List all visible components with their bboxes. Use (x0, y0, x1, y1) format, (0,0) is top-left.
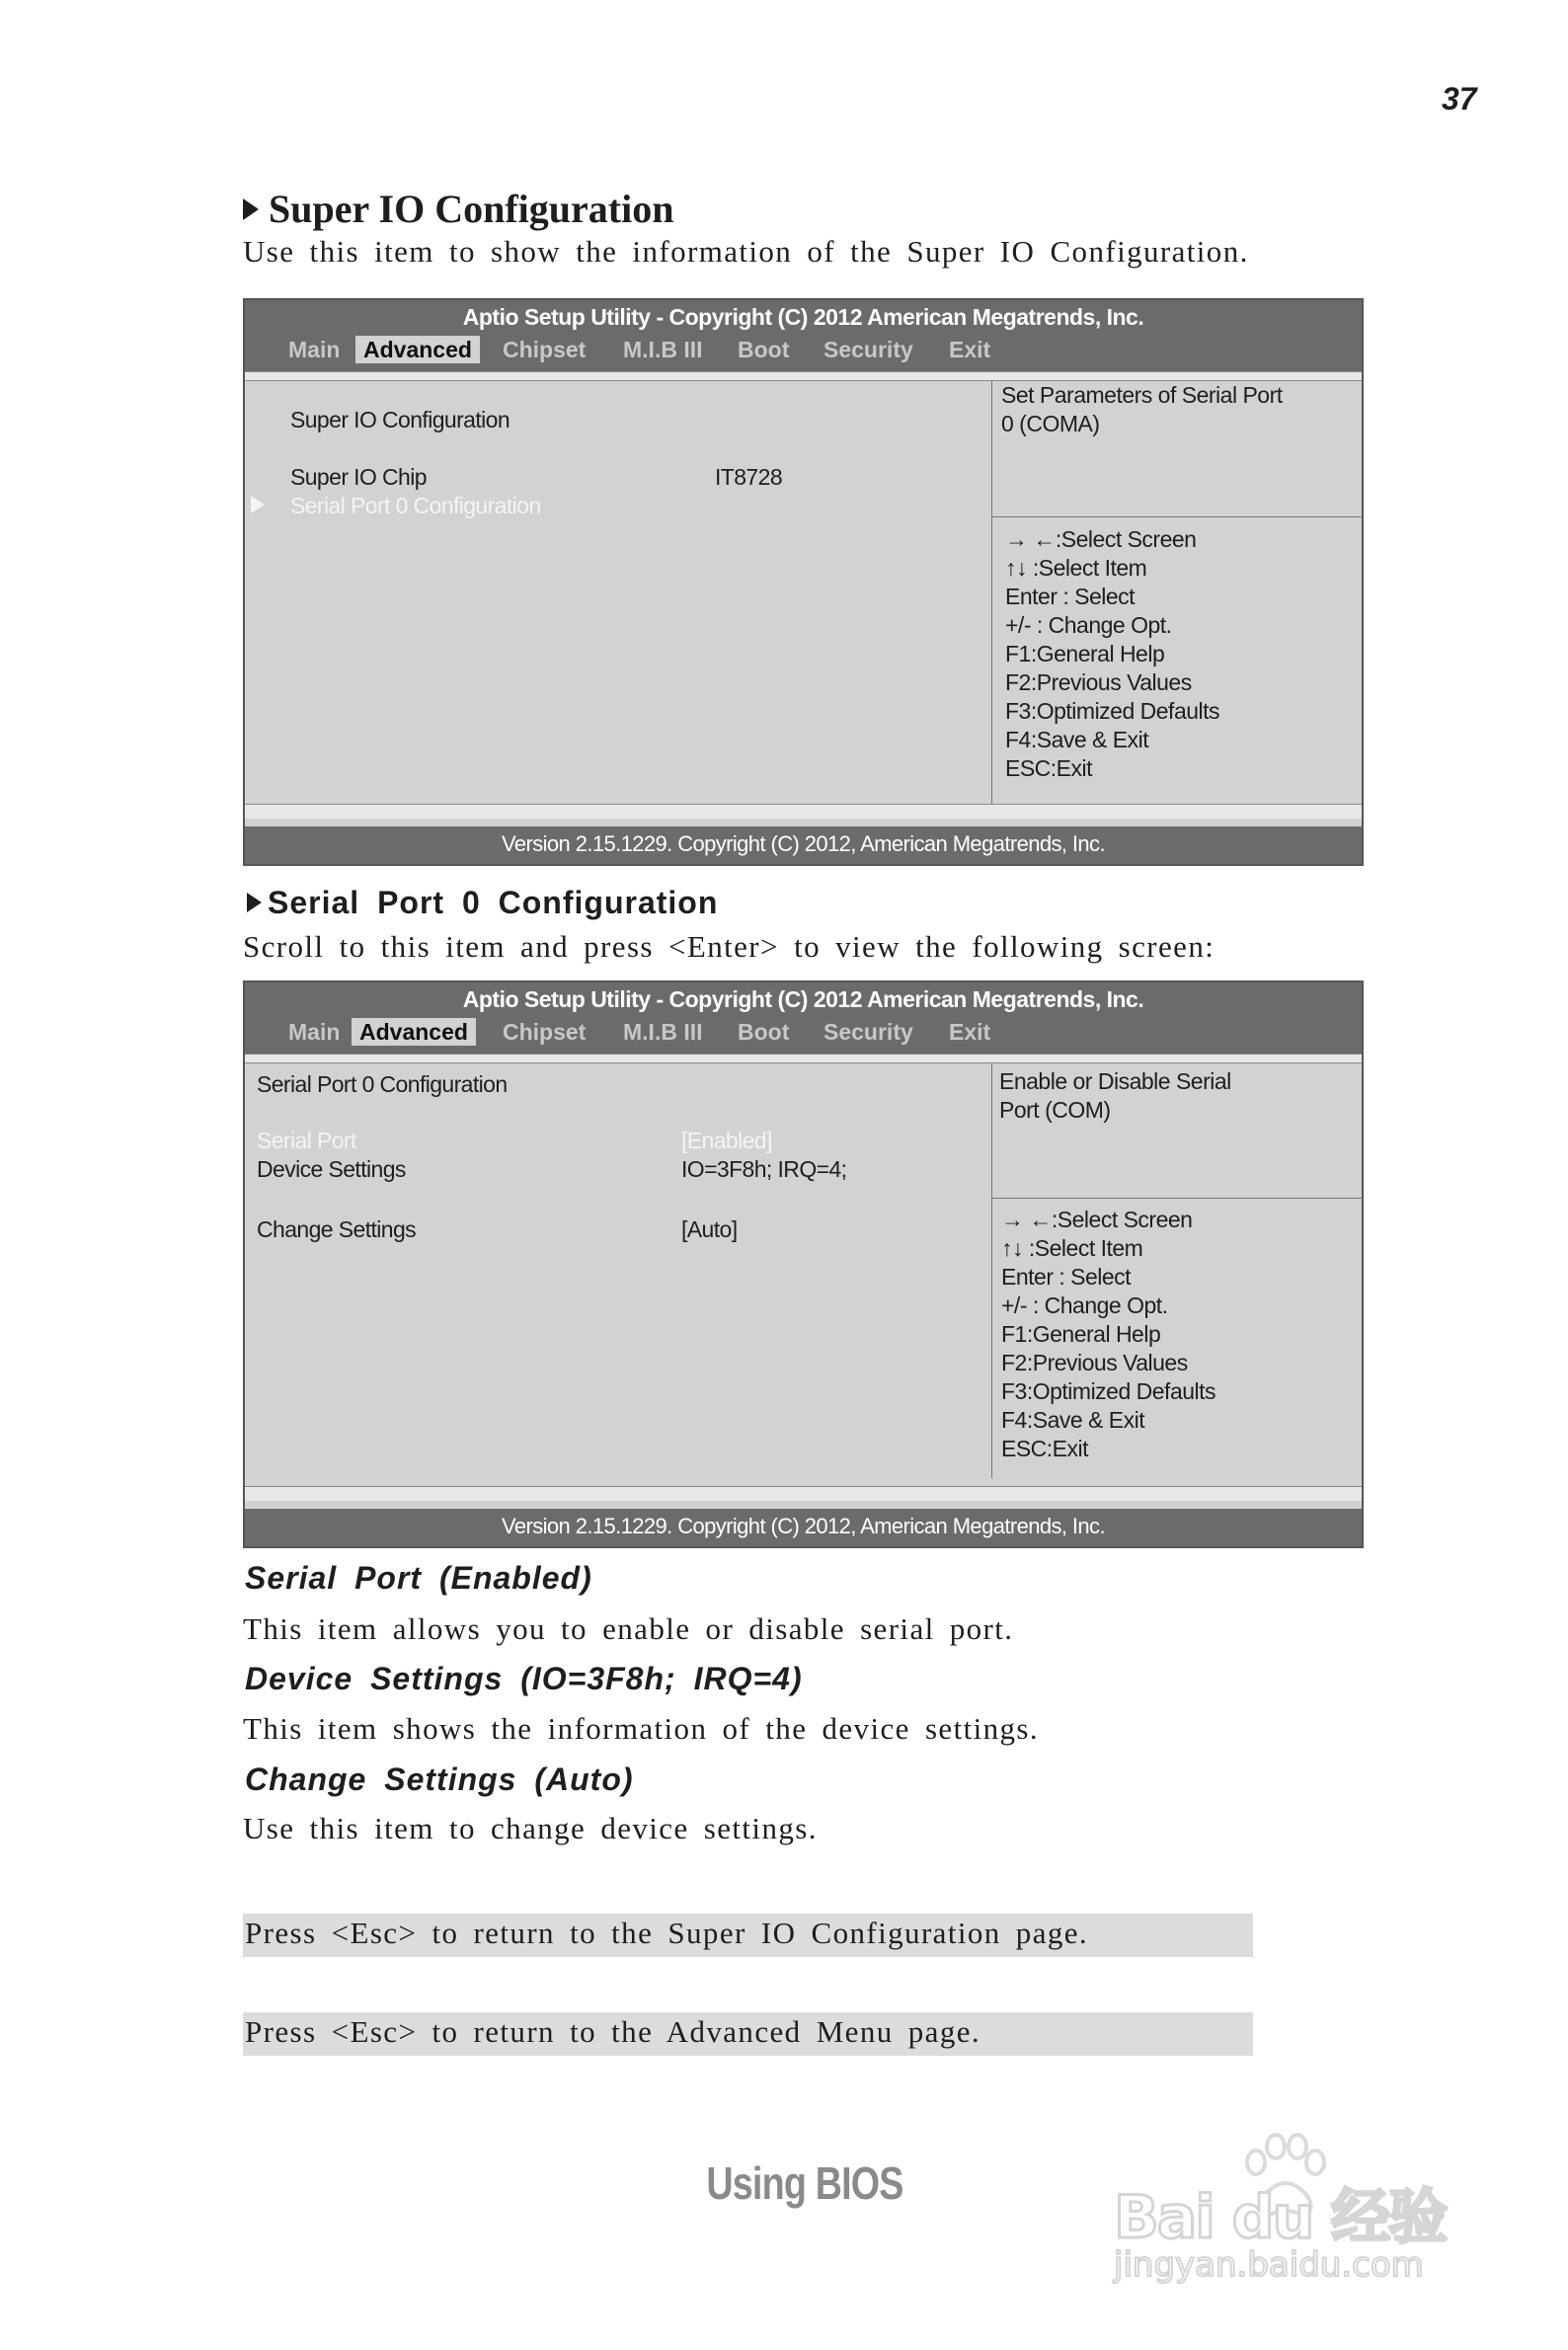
key-enter: Enter : Select (1001, 1264, 1132, 1290)
key-select-screen: → ←:Select Screen (1005, 526, 1197, 552)
item-text-change-settings: Use this item to change device settings. (243, 1811, 818, 1845)
key-change-opt: +/- : Change Opt. (1001, 1292, 1168, 1318)
tab-mib[interactable]: M.I.B III (623, 337, 703, 362)
bios-help-text: Enable or Disable Serial Port (COM) (999, 1068, 1231, 1123)
submenu-arrow-icon (251, 496, 265, 513)
note-return-advanced: Press <Esc> to return to the Advanced Menu page. (243, 2012, 1253, 2056)
change-settings-value[interactable]: [Auto] (681, 1216, 738, 1242)
serial-port-label[interactable]: Serial Port (257, 1128, 356, 1153)
item-heading-change-settings: Change Settings (Auto) (245, 1762, 634, 1797)
tab-exit[interactable]: Exit (949, 1019, 991, 1045)
section-heading-super-io: Super IO Configuration (243, 186, 673, 232)
bios-tab-bar (245, 1018, 1362, 1046)
bios-top-band (245, 1054, 1362, 1063)
tab-main[interactable]: Main (288, 1019, 341, 1045)
bios-bottom-band (245, 804, 1362, 819)
tab-security[interactable]: Security (823, 337, 913, 362)
tab-chipset[interactable]: Chipset (503, 1019, 587, 1045)
key-f4: F4:Save & Exit (1005, 727, 1149, 752)
key-esc: ESC:Exit (1005, 755, 1093, 781)
key-select-item: ↑↓ :Select Item (1005, 555, 1147, 581)
key-change-opt: +/- : Change Opt. (1005, 612, 1172, 638)
tab-boot[interactable]: Boot (738, 1019, 790, 1045)
triangle-bullet-icon (243, 198, 259, 220)
key-select-item: ↑↓ :Select Item (1001, 1235, 1143, 1261)
tab-advanced[interactable]: Advanced (352, 1018, 476, 1046)
bios-footer: Version 2.15.1229. Copyright (C) 2012, American Megatrends, Inc. (245, 826, 1362, 864)
bios-help-divider (991, 1198, 1363, 1199)
bios-page-heading: Serial Port 0 Configuration (257, 1071, 508, 1097)
tab-chipset[interactable]: Chipset (503, 337, 587, 362)
triangle-bullet-icon (247, 893, 262, 912)
device-settings-label: Device Settings (257, 1156, 406, 1182)
bios-key-legend (1005, 525, 1219, 783)
tab-advanced[interactable]: Advanced (355, 336, 480, 363)
tab-boot[interactable]: Boot (738, 337, 790, 362)
serial-port-value[interactable]: [Enabled] (681, 1128, 772, 1153)
note-return-super-io: Press <Esc> to return to the Super IO Configuration page. (243, 1914, 1253, 1957)
section-text-super-io: Use this item to show the information of the Super IO Configuration. (243, 234, 1249, 269)
bios-top-band (245, 371, 1362, 381)
key-f1: F1:General Help (1001, 1321, 1161, 1347)
bios-footer: Version 2.15.1229. Copyright (C) 2012, American Megatrends, Inc. (245, 1509, 1362, 1546)
bios-header (245, 300, 1362, 371)
bios-screen-super-io (243, 298, 1364, 866)
bios-help-divider (991, 516, 1363, 517)
tab-main[interactable]: Main (288, 337, 341, 362)
bios-column-divider (991, 381, 992, 804)
item-text-device-settings: This item shows the information of the device settings. (243, 1711, 1040, 1746)
bios-title: Aptio Setup Utility - Copyright (C) 2012 American Megatrends, Inc. (462, 304, 1144, 330)
bios-header (245, 982, 1362, 1054)
item-text-serial-port: This item allows you to enable or disable serial port. (243, 1611, 1014, 1646)
key-f2: F2:Previous Values (1005, 669, 1192, 695)
item-heading-device-settings: Device Settings (IO=3F8h; IRQ=4) (245, 1661, 803, 1696)
page-footer-title: Using BIOS (706, 2157, 903, 2209)
serial-port-0-config-item[interactable]: Serial Port 0 Configuration (290, 493, 541, 518)
watermark-url: jingyan.baidu.com (1114, 2245, 1424, 2285)
bios-bottom-band (245, 1486, 1362, 1501)
item-heading-serial-port: Serial Port (Enabled) (245, 1560, 592, 1596)
bios-help-text: Set Parameters of Serial Port 0 (COMA) (1001, 382, 1283, 436)
bios-title: Aptio Setup Utility - Copyright (C) 2012 American Megatrends, Inc. (462, 986, 1144, 1012)
page-number: 37 (1442, 81, 1477, 117)
key-f3: F3:Optimized Defaults (1005, 698, 1220, 724)
bios-screen-serial-port (243, 980, 1364, 1548)
section-heading-serial-port: Serial Port 0 Configuration (247, 885, 718, 921)
key-f1: F1:General Help (1005, 641, 1165, 666)
device-settings-value: IO=3F8h; IRQ=4; (681, 1156, 847, 1182)
key-select-screen: → ←:Select Screen (1001, 1207, 1193, 1232)
tab-security[interactable]: Security (823, 1019, 913, 1045)
bios-column-divider (991, 1063, 992, 1478)
key-f3: F3:Optimized Defaults (1001, 1378, 1216, 1404)
bios-tab-bar (245, 336, 1362, 363)
tab-exit[interactable]: Exit (949, 337, 991, 362)
watermark-brand: Bai du 经验 (1114, 2183, 1447, 2252)
tab-mib[interactable]: M.I.B III (623, 1019, 703, 1045)
key-enter: Enter : Select (1005, 584, 1136, 609)
key-f2: F2:Previous Values (1001, 1350, 1188, 1375)
change-settings-label[interactable]: Change Settings (257, 1216, 417, 1242)
bios-page-heading: Super IO Configuration (290, 407, 510, 432)
super-io-chip-value: IT8728 (715, 464, 783, 490)
bios-key-legend (1001, 1206, 1215, 1463)
section-text-serial-port: Scroll to this item and press <Enter> to view the following screen: (243, 929, 1215, 964)
key-f4: F4:Save & Exit (1001, 1407, 1145, 1433)
key-esc: ESC:Exit (1001, 1436, 1089, 1461)
super-io-chip-label: Super IO Chip (290, 464, 427, 490)
baidu-watermark (1106, 2123, 1481, 2291)
